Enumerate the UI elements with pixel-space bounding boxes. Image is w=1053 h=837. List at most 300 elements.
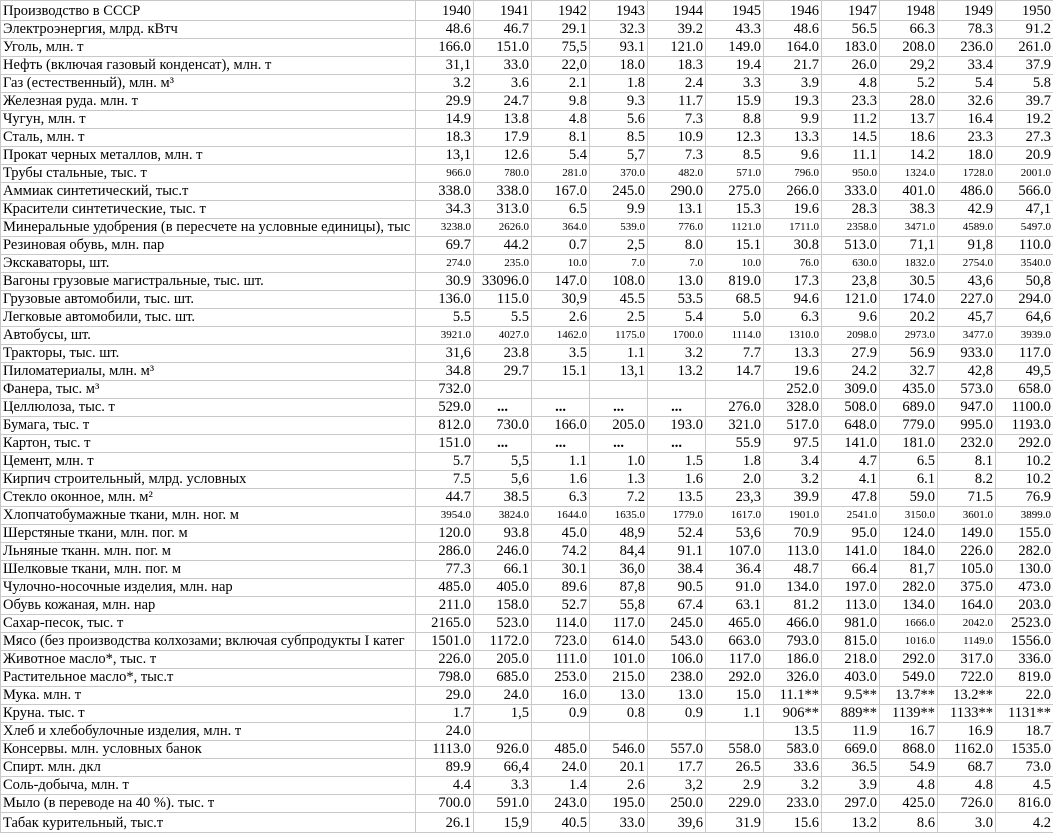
year-header-cell[interactable]: 1950 [996,1,1053,21]
value-cell[interactable]: 966.0 [416,165,474,183]
value-cell[interactable]: 732.0 [416,381,474,399]
value-cell[interactable]: 74.2 [532,543,590,561]
value-cell[interactable]: 796.0 [764,165,822,183]
value-cell[interactable]: 8.6 [880,813,938,833]
value-cell[interactable]: 275.0 [706,183,764,201]
value-cell[interactable]: 13.1 [648,201,706,219]
value-cell[interactable]: 93.1 [590,39,648,57]
value-cell[interactable]: 235.0 [474,255,532,273]
value-cell[interactable]: 42.9 [938,201,996,219]
value-cell[interactable]: ... [648,435,706,453]
value-cell[interactable]: 13.0 [590,687,648,705]
value-cell[interactable]: 24.0 [474,687,532,705]
value-cell[interactable]: 1.6 [648,471,706,489]
value-cell[interactable]: 13.8 [474,111,532,129]
value-cell[interactable]: 8.1 [532,129,590,147]
value-cell[interactable]: 8.8 [706,111,764,129]
value-cell[interactable]: 66.1 [474,561,532,579]
value-cell[interactable]: 229.0 [706,795,764,813]
value-cell[interactable]: 292.0 [996,435,1053,453]
value-cell[interactable]: 19.2 [996,111,1053,129]
value-cell[interactable]: 5,5 [474,453,532,471]
row-label-cell[interactable]: Стекло оконное, млн. м² [1,489,416,507]
value-cell[interactable]: 370.0 [590,165,648,183]
value-cell[interactable]: 0.9 [648,705,706,723]
value-cell[interactable]: 8.5 [590,129,648,147]
value-cell[interactable]: 56.9 [880,345,938,363]
row-label-cell[interactable]: Цемент, млн. т [1,453,416,471]
value-cell[interactable]: 3921.0 [416,327,474,345]
value-cell[interactable]: 21.7 [764,57,822,75]
value-cell[interactable]: 31,6 [416,345,474,363]
value-cell[interactable]: 539.0 [590,219,648,237]
value-cell[interactable]: 24.0 [416,723,474,741]
value-cell[interactable]: 549.0 [880,669,938,687]
value-cell[interactable]: 106.0 [648,651,706,669]
value-cell[interactable]: 1172.0 [474,633,532,651]
value-cell[interactable]: 333.0 [822,183,880,201]
value-cell[interactable]: 3954.0 [416,507,474,525]
value-cell[interactable]: 401.0 [880,183,938,201]
value-cell[interactable]: 195.0 [590,795,648,813]
value-cell[interactable]: 33.0 [474,57,532,75]
value-cell[interactable]: 5,7 [590,147,648,165]
value-cell[interactable]: 1310.0 [764,327,822,345]
value-cell[interactable]: 290.0 [648,183,706,201]
value-cell[interactable]: 292.0 [706,669,764,687]
value-cell[interactable]: 10.9 [648,129,706,147]
value-cell[interactable]: 723.0 [532,633,590,651]
value-cell[interactable]: 3.2 [648,345,706,363]
value-cell[interactable]: 117.0 [706,651,764,669]
value-cell[interactable]: 375.0 [938,579,996,597]
value-cell[interactable]: 9.9 [590,201,648,219]
value-cell[interactable]: 1779.0 [648,507,706,525]
value-cell[interactable]: 18.6 [880,129,938,147]
value-cell[interactable]: 18.7 [996,723,1053,741]
value-cell[interactable]: 297.0 [822,795,880,813]
value-cell[interactable]: 819.0 [706,273,764,291]
value-cell[interactable]: 7.7 [706,345,764,363]
value-cell[interactable]: 338.0 [416,183,474,201]
value-cell[interactable]: 2.6 [590,777,648,795]
value-cell[interactable]: 1617.0 [706,507,764,525]
value-cell[interactable]: 15.0 [706,687,764,705]
value-cell[interactable]: 780.0 [474,165,532,183]
value-cell[interactable]: 15.3 [706,201,764,219]
value-cell[interactable]: 46.7 [474,21,532,39]
value-cell[interactable]: 0.8 [590,705,648,723]
value-cell[interactable]: 364.0 [532,219,590,237]
value-cell[interactable]: 3471.0 [880,219,938,237]
value-cell[interactable]: 2.1 [532,75,590,93]
value-cell[interactable]: 246.0 [474,543,532,561]
value-cell[interactable]: 435.0 [880,381,938,399]
value-cell[interactable]: 30,9 [532,291,590,309]
value-cell[interactable]: 3.9 [764,75,822,93]
row-label-cell[interactable]: Автобусы, шт. [1,327,416,345]
value-cell[interactable]: 558.0 [706,741,764,759]
value-cell[interactable]: 197.0 [822,579,880,597]
value-cell[interactable]: 485.0 [532,741,590,759]
row-label-cell[interactable]: Чулочно-носочные изделия, млн. нар [1,579,416,597]
value-cell[interactable]: 24.2 [822,363,880,381]
value-cell[interactable]: 226.0 [938,543,996,561]
value-cell[interactable]: 1175.0 [590,327,648,345]
value-cell[interactable]: 6.1 [880,471,938,489]
value-cell[interactable]: 33.6 [764,759,822,777]
value-cell[interactable]: 27.9 [822,345,880,363]
value-cell[interactable]: 26.5 [706,759,764,777]
value-cell[interactable]: 3.2 [764,471,822,489]
value-cell[interactable]: 121.0 [648,39,706,57]
row-label-cell[interactable]: Чугун, млн. т [1,111,416,129]
value-cell[interactable]: 5.5 [474,309,532,327]
value-cell[interactable]: 868.0 [880,741,938,759]
value-cell[interactable]: 1149.0 [938,633,996,651]
value-cell[interactable]: 48,9 [590,525,648,543]
year-header-cell[interactable]: 1941 [474,1,532,21]
value-cell[interactable]: 1131** [996,705,1053,723]
value-cell[interactable]: 44.2 [474,237,532,255]
value-cell[interactable]: 2.6 [532,309,590,327]
value-cell[interactable]: 9.5** [822,687,880,705]
value-cell[interactable]: 689.0 [880,399,938,417]
value-cell[interactable]: 2.5 [590,309,648,327]
value-cell[interactable]: 8.0 [648,237,706,255]
row-label-cell[interactable]: Соль-добыча, млн. т [1,777,416,795]
value-cell[interactable]: 1.1 [532,453,590,471]
value-cell[interactable]: 326.0 [764,669,822,687]
value-cell[interactable]: 147.0 [532,273,590,291]
value-cell[interactable]: 193.0 [648,417,706,435]
value-cell[interactable]: 76.0 [764,255,822,273]
row-label-cell[interactable]: Спирт. млн. дкл [1,759,416,777]
value-cell[interactable]: 274.0 [416,255,474,273]
value-cell[interactable]: 5497.0 [996,219,1053,237]
value-cell[interactable]: 63.1 [706,597,764,615]
value-cell[interactable]: 33.4 [938,57,996,75]
value-cell[interactable]: 18.3 [648,57,706,75]
value-cell[interactable]: 113.0 [764,543,822,561]
row-label-cell[interactable]: Обувь кожаная, млн. нар [1,597,416,615]
value-cell[interactable]: 313.0 [474,201,532,219]
value-cell[interactable]: 184.0 [880,543,938,561]
value-cell[interactable] [648,381,706,399]
value-cell[interactable]: 5.4 [532,147,590,165]
value-cell[interactable]: 6.3 [532,489,590,507]
value-cell[interactable]: 227.0 [938,291,996,309]
value-cell[interactable]: 1324.0 [880,165,938,183]
value-cell[interactable]: 28.3 [822,201,880,219]
row-label-cell[interactable]: Тракторы, тыс. шт. [1,345,416,363]
value-cell[interactable]: 38.3 [880,201,938,219]
value-cell[interactable]: 13.2 [648,363,706,381]
value-cell[interactable]: 75,5 [532,39,590,57]
value-cell[interactable]: 39,6 [648,813,706,833]
value-cell[interactable]: 816.0 [996,795,1053,813]
row-label-cell[interactable]: Резиновая обувь, млн. пар [1,237,416,255]
value-cell[interactable]: 10.2 [996,471,1053,489]
value-cell[interactable]: ... [648,399,706,417]
value-cell[interactable]: 2358.0 [822,219,880,237]
row-label-cell[interactable]: Красители синтетические, тыс. т [1,201,416,219]
value-cell[interactable]: 124.0 [880,525,938,543]
value-cell[interactable]: 405.0 [474,579,532,597]
value-cell[interactable]: 66,4 [474,759,532,777]
value-cell[interactable]: 226.0 [416,651,474,669]
value-cell[interactable]: 6.5 [532,201,590,219]
value-cell[interactable]: 13,1 [416,147,474,165]
value-cell[interactable]: 68.5 [706,291,764,309]
row-label-cell[interactable]: Шерстяные ткани, млн. пог. м [1,525,416,543]
value-cell[interactable]: 266.0 [764,183,822,201]
value-cell[interactable]: 134.0 [880,597,938,615]
value-cell[interactable]: 33.0 [590,813,648,833]
value-cell[interactable]: 4.8 [822,75,880,93]
row-label-cell[interactable]: Минеральные удобрения (в пересчете на условные единицы), тыс [1,219,416,237]
value-cell[interactable]: 66.3 [880,21,938,39]
table-title-cell[interactable]: Производство в СССР [1,1,416,21]
value-cell[interactable]: 3540.0 [996,255,1053,273]
value-cell[interactable]: 59.0 [880,489,938,507]
value-cell[interactable]: 776.0 [648,219,706,237]
value-cell[interactable]: 38.4 [648,561,706,579]
value-cell[interactable]: 232.0 [938,435,996,453]
value-cell[interactable]: 9.9 [764,111,822,129]
value-cell[interactable] [474,723,532,741]
value-cell[interactable]: 91,8 [938,237,996,255]
value-cell[interactable]: 779.0 [880,417,938,435]
value-cell[interactable]: 2042.0 [938,615,996,633]
value-cell[interactable]: 13.0 [648,273,706,291]
value-cell[interactable]: 29.1 [532,21,590,39]
value-cell[interactable]: 485.0 [416,579,474,597]
value-cell[interactable]: 81.2 [764,597,822,615]
row-label-cell[interactable]: Грузовые автомобили, тыс. шт. [1,291,416,309]
value-cell[interactable]: 29.9 [416,93,474,111]
value-cell[interactable]: 1535.0 [996,741,1053,759]
value-cell[interactable]: 186.0 [764,651,822,669]
row-label-cell[interactable]: Прокат черных металлов, млн. т [1,147,416,165]
value-cell[interactable]: 286.0 [416,543,474,561]
value-cell[interactable]: 4.1 [822,471,880,489]
value-cell[interactable]: 81,7 [880,561,938,579]
value-cell[interactable]: 9.8 [532,93,590,111]
value-cell[interactable]: 3150.0 [880,507,938,525]
row-label-cell[interactable]: Легковые автомобили, тыс. шт. [1,309,416,327]
value-cell[interactable]: 166.0 [532,417,590,435]
value-cell[interactable]: 117.0 [590,615,648,633]
value-cell[interactable]: 2.4 [648,75,706,93]
value-cell[interactable]: 67.4 [648,597,706,615]
value-cell[interactable]: 183.0 [822,39,880,57]
value-cell[interactable]: ... [532,435,590,453]
row-label-cell[interactable]: Нефть (включая газовый конденсат), млн. т [1,57,416,75]
value-cell[interactable]: 44.7 [416,489,474,507]
value-cell[interactable]: 39.2 [648,21,706,39]
value-cell[interactable]: 947.0 [938,399,996,417]
value-cell[interactable]: 591.0 [474,795,532,813]
value-cell[interactable]: 52.4 [648,525,706,543]
row-label-cell[interactable]: Вагоны грузовые магистральные, тыс. шт. [1,273,416,291]
value-cell[interactable]: 166.0 [416,39,474,57]
value-cell[interactable]: 141.0 [822,435,880,453]
value-cell[interactable]: 261.0 [996,39,1053,57]
value-cell[interactable]: 3.2 [416,75,474,93]
value-cell[interactable]: 167.0 [532,183,590,201]
value-cell[interactable]: 0.9 [532,705,590,723]
value-cell[interactable]: 6.3 [764,309,822,327]
value-cell[interactable]: 4.8 [938,777,996,795]
value-cell[interactable]: 29.7 [474,363,532,381]
value-cell[interactable]: 149.0 [938,525,996,543]
value-cell[interactable]: 34.8 [416,363,474,381]
value-cell[interactable]: 141.0 [822,543,880,561]
value-cell[interactable]: 1.1 [706,705,764,723]
value-cell[interactable]: 20.9 [996,147,1053,165]
value-cell[interactable]: 1.0 [590,453,648,471]
value-cell[interactable]: 24.0 [532,759,590,777]
value-cell[interactable]: 110.0 [996,237,1053,255]
row-label-cell[interactable]: Мясо (без производства колхозами; включая субпродукты I катег [1,633,416,651]
value-cell[interactable]: 10.0 [532,255,590,273]
value-cell[interactable]: 513.0 [822,237,880,255]
row-label-cell[interactable]: Сахар-песок, тыс. т [1,615,416,633]
value-cell[interactable]: 726.0 [938,795,996,813]
value-cell[interactable]: 50,8 [996,273,1053,291]
value-cell[interactable]: 238.0 [648,669,706,687]
value-cell[interactable]: 1700.0 [648,327,706,345]
value-cell[interactable]: 236.0 [938,39,996,57]
value-cell[interactable]: 0.7 [532,237,590,255]
value-cell[interactable]: 11.1** [764,687,822,705]
value-cell[interactable]: 7.0 [590,255,648,273]
year-header-cell[interactable]: 1943 [590,1,648,21]
value-cell[interactable]: ... [474,399,532,417]
value-cell[interactable]: 3.3 [706,75,764,93]
value-cell[interactable]: 18.0 [590,57,648,75]
value-cell[interactable]: 22,0 [532,57,590,75]
value-cell[interactable]: 64,6 [996,309,1053,327]
value-cell[interactable]: 889** [822,705,880,723]
value-cell[interactable]: 5.2 [880,75,938,93]
value-cell[interactable]: 1.8 [590,75,648,93]
row-label-cell[interactable]: Сталь, млн. т [1,129,416,147]
value-cell[interactable]: 55.9 [706,435,764,453]
row-label-cell[interactable]: Льняные тканн. млн. пог. м [1,543,416,561]
row-label-cell[interactable]: Железная руда. млн. т [1,93,416,111]
value-cell[interactable]: 1016.0 [880,633,938,651]
value-cell[interactable]: ... [590,435,648,453]
value-cell[interactable]: 23.3 [938,129,996,147]
value-cell[interactable]: 68.7 [938,759,996,777]
value-cell[interactable]: 4.4 [416,777,474,795]
value-cell[interactable]: 36,0 [590,561,648,579]
value-cell[interactable]: 13.3 [764,129,822,147]
value-cell[interactable]: 32.7 [880,363,938,381]
value-cell[interactable]: 933.0 [938,345,996,363]
value-cell[interactable]: 4027.0 [474,327,532,345]
value-cell[interactable]: 722.0 [938,669,996,687]
value-cell[interactable]: 1832.0 [880,255,938,273]
value-cell[interactable]: 120.0 [416,525,474,543]
value-cell[interactable]: 13.7** [880,687,938,705]
value-cell[interactable]: 30.1 [532,561,590,579]
value-cell[interactable]: 3477.0 [938,327,996,345]
value-cell[interactable]: 55,8 [590,597,648,615]
value-cell[interactable]: 995.0 [938,417,996,435]
value-cell[interactable]: 10.2 [996,453,1053,471]
value-cell[interactable]: 91.2 [996,21,1053,39]
value-cell[interactable] [706,723,764,741]
value-cell[interactable]: 6.5 [880,453,938,471]
row-label-cell[interactable]: Пиломатериалы, млн. м³ [1,363,416,381]
value-cell[interactable]: 1114.0 [706,327,764,345]
value-cell[interactable]: 47.8 [822,489,880,507]
year-header-cell[interactable]: 1940 [416,1,474,21]
value-cell[interactable]: 48.6 [416,21,474,39]
value-cell[interactable]: 13,1 [590,363,648,381]
value-cell[interactable]: 819.0 [996,669,1053,687]
value-cell[interactable]: 317.0 [938,651,996,669]
value-cell[interactable]: 107.0 [706,543,764,561]
value-cell[interactable]: 42,8 [938,363,996,381]
value-cell[interactable]: 4.8 [532,111,590,129]
value-cell[interactable]: 5.4 [648,309,706,327]
value-cell[interactable]: 26.1 [416,813,474,833]
value-cell[interactable]: 14.7 [706,363,764,381]
value-cell[interactable]: 174.0 [880,291,938,309]
value-cell[interactable]: 66.4 [822,561,880,579]
value-cell[interactable]: 4.5 [996,777,1053,795]
value-cell[interactable]: 9.6 [822,309,880,327]
value-cell[interactable]: 1.8 [706,453,764,471]
value-cell[interactable]: 3824.0 [474,507,532,525]
value-cell[interactable]: 91.0 [706,579,764,597]
row-label-cell[interactable]: Экскаваторы, шт. [1,255,416,273]
value-cell[interactable]: 121.0 [822,291,880,309]
value-cell[interactable]: 5,6 [474,471,532,489]
value-cell[interactable]: 1139** [880,705,938,723]
value-cell[interactable]: 906** [764,705,822,723]
value-cell[interactable] [648,723,706,741]
value-cell[interactable]: 37.9 [996,57,1053,75]
value-cell[interactable]: 11.9 [822,723,880,741]
value-cell[interactable]: 108.0 [590,273,648,291]
value-cell[interactable]: 211.0 [416,597,474,615]
value-cell[interactable]: 685.0 [474,669,532,687]
value-cell[interactable]: 22.0 [996,687,1053,705]
value-cell[interactable]: 2.9 [706,777,764,795]
value-cell[interactable]: 517.0 [764,417,822,435]
value-cell[interactable]: 2165.0 [416,615,474,633]
value-cell[interactable]: 31,1 [416,57,474,75]
value-cell[interactable]: 282.0 [880,579,938,597]
value-cell[interactable]: 1711.0 [764,219,822,237]
value-cell[interactable]: 30.9 [416,273,474,291]
year-header-cell[interactable]: 1949 [938,1,996,21]
row-label-cell[interactable]: Бумага, тыс. т [1,417,416,435]
value-cell[interactable]: 87,8 [590,579,648,597]
value-cell[interactable]: 3.4 [764,453,822,471]
value-cell[interactable]: 425.0 [880,795,938,813]
value-cell[interactable]: 29,2 [880,57,938,75]
value-cell[interactable]: 43.3 [706,21,764,39]
row-label-cell[interactable]: Трубы стальные, тыс. т [1,165,416,183]
value-cell[interactable]: 16.4 [938,111,996,129]
row-label-cell[interactable]: Электроэнергия, млрд. кВтч [1,21,416,39]
